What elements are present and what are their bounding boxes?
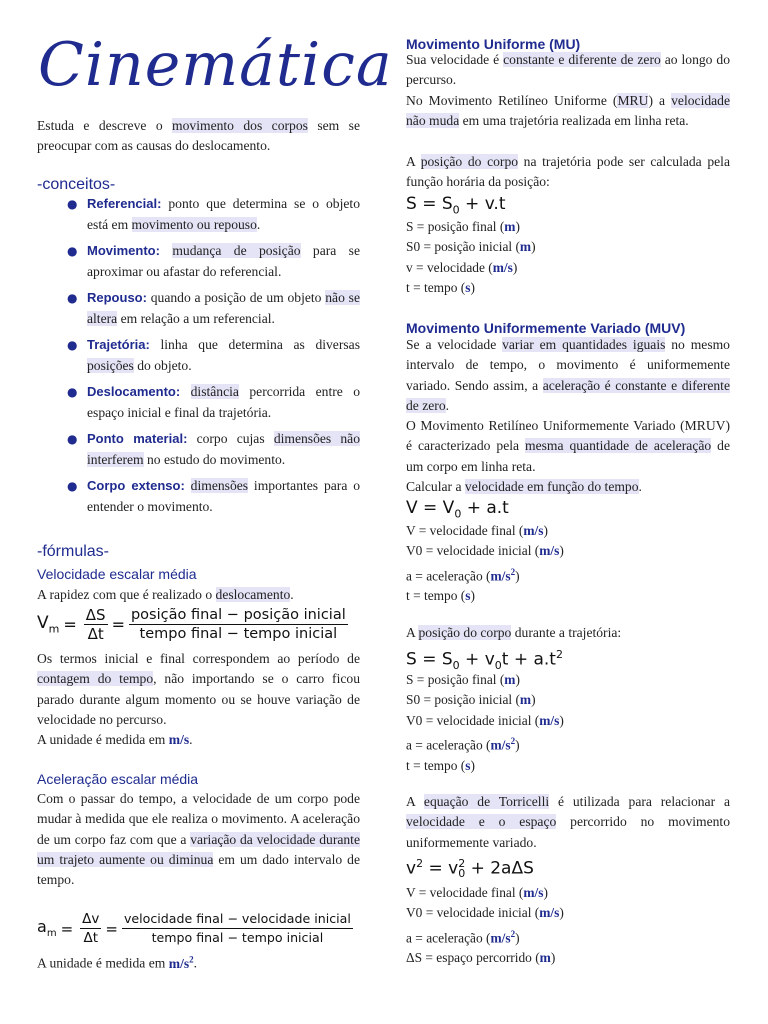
acceleration-fraction-long — [122, 910, 353, 947]
concept-item — [37, 194, 360, 235]
bullet-icon: ● — [67, 432, 78, 446]
muv-p5-text-2: é utilizada para relacionar a — [549, 794, 730, 809]
acceleration-unit-end: . — [193, 955, 198, 971]
concept-term: Deslocamento: — [87, 384, 181, 399]
concept-term: Ponto material: — [87, 431, 188, 446]
mu-p3-highlight: posição do corpo — [420, 154, 519, 169]
muv-f2-part-a: S = S — [406, 649, 453, 670]
torricelli-sup-b: 2 — [458, 856, 466, 870]
definition-close: ) — [512, 259, 518, 275]
equals-sign: = — [60, 919, 74, 938]
equals-sign: = — [105, 919, 118, 938]
muv-f2-part-b: + v — [459, 649, 495, 670]
concept-text-end: . — [256, 216, 261, 232]
definition-close: ) — [515, 737, 520, 753]
mu-p3-text: A — [406, 154, 421, 169]
concept-text-end: em relação a um referencial. — [117, 310, 275, 326]
velocity-formula-lhs — [37, 613, 59, 635]
definition-close: ) — [559, 543, 564, 559]
definition-unit: m — [539, 950, 551, 966]
definition-line — [406, 883, 730, 903]
definition-line — [406, 521, 730, 541]
acceleration-heading: Aceleração escalar média — [37, 771, 199, 787]
mu-paragraph-2 — [406, 91, 730, 132]
acceleration-unit-sup: 2 — [189, 954, 194, 964]
definition-line — [406, 690, 730, 710]
definition-unit-sup: 2 — [510, 566, 516, 577]
definition-text: S0 = posição inicial ( — [406, 239, 520, 255]
velocity-num-long: posição final − posição inicial — [130, 607, 346, 623]
muv-f1-sub: 0 — [454, 507, 462, 521]
torricelli-part-b: = v — [423, 858, 459, 879]
mu-p1-highlight: constante e diferente de zero — [503, 52, 661, 67]
muv-p1-text: Se a velocidade — [406, 337, 503, 352]
muv-heading: Movimento Uniformemente Variado (MUV) — [406, 320, 686, 336]
concept-item — [37, 476, 360, 517]
definition-text: V = velocidade final ( — [406, 885, 524, 900]
definition-text: V0 = velocidade inicial ( — [406, 905, 540, 921]
concept-text-end: importantes para o entender o movimento. — [87, 478, 361, 514]
velocity-den-long: tempo final − tempo inicial — [139, 626, 338, 642]
concept-term: Referencial: — [87, 196, 162, 211]
definition-unit: m — [519, 692, 532, 708]
definition-line — [406, 541, 730, 561]
concept-text-end: percorrida entre o espaço inicial e final da trajetória. — [87, 384, 360, 420]
concept-text-end: para se aproximar ou afastar do referencial. — [87, 243, 361, 279]
concepts-heading: -conceitos- — [37, 176, 116, 193]
concept-highlight: dimensões — [190, 478, 249, 493]
definition-text: ΔS = espaço percorrido ( — [406, 950, 540, 966]
velocity-num-short: ΔS — [85, 606, 106, 624]
concept-text: quando a posição de um objeto — [146, 290, 326, 305]
acceleration-den-long: tempo final − tempo inicial — [151, 930, 324, 945]
velocity-intro — [37, 585, 360, 605]
muv-paragraph-4 — [406, 623, 730, 643]
definition-close: ) — [531, 692, 536, 708]
muv-p5-highlight-1: equação de Torricelli — [423, 794, 550, 809]
definition-unit: m/s — [490, 930, 511, 946]
definition-text: t = tempo ( — [406, 757, 466, 773]
formulas-heading: -fórmulas- — [37, 543, 110, 560]
definition-close: ) — [531, 239, 536, 255]
mu-p1-end: ao longo do percurso. — [406, 52, 730, 88]
torricelli-part-c: + 2aΔS — [465, 858, 534, 879]
mu-p1-text: Sua velocidade é — [406, 52, 504, 67]
muv-f1-part-b: + a.t — [461, 498, 509, 518]
muv-p3-text: Calcular a — [406, 479, 465, 494]
concept-term: Trajetória: — [87, 337, 150, 352]
velocity-unit-line — [37, 730, 360, 750]
torricelli-sub-b: 0 — [458, 866, 466, 880]
torricelli-part-a: v — [406, 858, 417, 879]
velocity-fraction-long — [129, 606, 348, 643]
velocity-heading: Velocidade escalar média — [37, 566, 197, 582]
intro-paragraph — [37, 116, 360, 157]
concept-term: Corpo extenso: — [87, 478, 185, 493]
definition-unit: m/s — [492, 259, 513, 275]
velocity-expl-end: , não importando se o carro ficou parado durante algum momento ou se houve variação de velocidade no percurso. — [37, 671, 360, 727]
bullet-icon: ● — [67, 479, 78, 493]
concept-text-end: do objeto. — [133, 357, 192, 373]
muv-paragraph-1 — [406, 335, 730, 416]
acceleration-highlight: variação da velocidade durante um trajeto aumente ou diminua — [37, 831, 360, 867]
bullet-icon: ● — [67, 244, 78, 258]
mu-formula-part-b: + v.t — [459, 194, 506, 214]
acceleration-formula — [37, 910, 356, 947]
definition-unit: m — [504, 672, 516, 687]
velocity-intro-text: A rapidez com que é realizado o — [37, 587, 216, 602]
page-title: Cinemática — [38, 30, 393, 100]
muv-velocity-definitions — [406, 521, 730, 607]
muv-p5-text: A — [406, 794, 424, 809]
muv-p5-end: percorrido no movimento uniformemente variado. — [406, 814, 730, 850]
intro-highlight: movimento dos corpos — [172, 118, 308, 133]
velocity-expl-highlight: contagem do tempo — [37, 671, 154, 687]
velocity-intro-highlight: deslocamento — [215, 587, 291, 602]
concept-item — [37, 241, 360, 282]
definition-line — [406, 586, 730, 606]
definition-text: t = tempo ( — [406, 588, 466, 604]
concept-highlight: posições — [87, 357, 134, 373]
mu-p2-highlight-2: velocidade não muda — [406, 93, 731, 129]
muv-f2-sub-a: 0 — [452, 659, 460, 673]
velocity-unit: m/s — [168, 732, 190, 747]
velocity-lhs-symbol: V — [37, 613, 49, 634]
concept-text: corpo cujas — [187, 431, 274, 446]
definition-line — [406, 278, 730, 298]
muv-f2-sup: 2 — [555, 648, 563, 661]
definition-text: V0 = velocidade inicial ( — [406, 543, 540, 559]
definition-line — [406, 237, 730, 257]
concept-item — [37, 335, 360, 376]
mu-paragraph-1 — [406, 50, 730, 91]
definition-unit: m/s — [539, 905, 560, 921]
definition-close: ) — [543, 523, 548, 538]
acceleration-text: Com o passar do tempo, a velocidade de um corpo pode mudar à medida que ele realiza o movimento. A aceleração de um corpo faz com que a — [37, 791, 360, 847]
definition-text: S0 = posição inicial ( — [406, 692, 520, 708]
torricelli-definitions — [406, 883, 730, 969]
concept-text: ponto que determina se o objeto está em — [87, 196, 360, 232]
definition-line — [406, 258, 730, 278]
definition-text: t = tempo ( — [406, 279, 466, 295]
velocity-lhs-sub: m — [48, 622, 60, 636]
concept-item — [37, 382, 360, 423]
definition-close: ) — [515, 930, 520, 946]
definition-close: ) — [543, 885, 548, 900]
concept-term: Repouso: — [87, 290, 147, 305]
acceleration-num-short: Δv — [82, 911, 100, 927]
acceleration-unit-text: A unidade é medida em — [37, 955, 169, 971]
acceleration-unit — [169, 956, 194, 971]
definition-unit-sup: 2 — [510, 928, 516, 939]
definition-unit: m/s — [523, 523, 544, 538]
muv-p5-highlight-2: velocidade e o espaço — [406, 814, 557, 830]
definition-unit: m/s — [490, 737, 511, 753]
definition-line — [406, 731, 730, 756]
definition-unit: m/s — [490, 568, 511, 584]
definition-close: ) — [559, 712, 564, 728]
acceleration-num-long: velocidade final − velocidade inicial — [122, 910, 353, 929]
muv-position-formula — [406, 648, 563, 672]
definition-line — [406, 924, 730, 949]
definition-line — [406, 903, 730, 923]
concept-highlight: movimento ou repouso — [131, 216, 257, 232]
concept-text — [180, 384, 190, 399]
definition-line — [406, 756, 730, 776]
muv-p4-end: durante a trajetória: — [511, 625, 622, 640]
equals-sign: = — [111, 615, 125, 634]
muv-f1-part-a: V = V — [406, 498, 455, 518]
muv-f2-part-c: t + a.t — [501, 649, 556, 670]
intro-text: Estuda e descreve o — [37, 118, 173, 133]
muv-p3-highlight: velocidade em função do tempo — [464, 479, 639, 494]
concept-text — [185, 478, 191, 493]
muv-paragraph-3 — [406, 477, 730, 497]
concept-item — [37, 429, 360, 470]
definition-line — [406, 217, 730, 237]
definition-text: V = velocidade final ( — [406, 523, 524, 538]
definition-close: ) — [470, 279, 475, 295]
torricelli-formula — [406, 857, 534, 879]
concept-item — [37, 288, 360, 329]
acceleration-lhs-symbol: a — [37, 917, 47, 937]
mu-definitions — [406, 217, 730, 298]
concept-text-end: no estudo do movimento. — [143, 451, 286, 467]
definition-close: ) — [470, 588, 475, 604]
mu-p2-text: No Movimento Retilíneo Uniforme ( — [406, 93, 618, 108]
mu-paragraph-3 — [406, 152, 730, 193]
concept-text: linha que determina as diversas — [149, 337, 360, 352]
muv-p1-highlight-1: variar em quantidades iguais — [502, 337, 666, 352]
muv-paragraph-2 — [406, 416, 730, 477]
velocity-formula — [37, 606, 351, 643]
muv-p2-text: O Movimento Retilíneo Uniformemente Variado (MRUV) é caracterizado pela — [406, 418, 730, 454]
definition-close: ) — [515, 672, 520, 687]
definition-line — [406, 711, 730, 731]
muv-p1-highlight-2: aceleração é constante e diferente de zero — [406, 377, 730, 413]
concept-highlight: dimensões não interferem — [87, 431, 361, 467]
definition-unit-sup: 2 — [510, 735, 516, 746]
definition-line — [406, 670, 730, 690]
definition-text: V0 = velocidade inicial ( — [406, 712, 540, 728]
acceleration-fraction-short — [80, 910, 101, 947]
muv-velocity-formula — [406, 498, 509, 520]
definition-close: ) — [515, 568, 520, 584]
definition-unit: m — [504, 219, 516, 234]
mu-heading: Movimento Uniforme (MU) — [406, 36, 581, 52]
velocity-unit-end: . — [189, 732, 193, 747]
definition-close: ) — [515, 219, 520, 234]
intro-text-end: sem se preocupar com as causas do deslocamento. — [37, 118, 360, 154]
torricelli-sup-a: 2 — [416, 857, 424, 870]
mu-p2-text-2: ) a — [648, 93, 672, 108]
definition-text: S = posição final ( — [406, 219, 505, 234]
definition-unit: m/s — [539, 712, 560, 728]
muv-position-definitions — [406, 670, 730, 776]
muv-p4-highlight: posição do corpo — [418, 625, 512, 640]
velocity-fraction-short — [84, 606, 108, 643]
definition-text: a = aceleração ( — [406, 568, 491, 584]
bullet-icon: ● — [67, 385, 78, 399]
velocity-expl-text: Os termos inicial e final correspondem ao período de — [37, 651, 360, 666]
acceleration-lhs-sub: m — [46, 928, 57, 940]
definition-unit: s — [465, 279, 471, 295]
definition-unit: m/s — [523, 885, 544, 900]
definition-line — [406, 562, 730, 587]
muv-p1-end: . — [445, 397, 450, 413]
velocity-den-short: Δt — [87, 625, 104, 643]
velocity-unit-text: A unidade é medida em — [37, 732, 169, 747]
mu-formula-sub: 0 — [452, 203, 460, 217]
equals-sign: = — [63, 615, 77, 634]
muv-p2-end: de um corpo em linha reta. — [406, 438, 730, 474]
acceleration-paragraph — [37, 789, 360, 890]
muv-f2-sub-b: 0 — [494, 659, 502, 673]
definition-unit: m — [519, 239, 532, 255]
bullet-icon: ● — [67, 291, 78, 305]
velocity-intro-end: . — [290, 587, 294, 602]
acceleration-formula-lhs — [37, 917, 57, 939]
acceleration-unit-line — [37, 949, 360, 974]
velocity-explanation — [37, 649, 360, 730]
concept-highlight: não se altera — [87, 290, 360, 326]
definition-text: a = aceleração ( — [406, 930, 491, 946]
concept-text — [160, 243, 172, 258]
muv-p4-text: A — [406, 625, 419, 640]
concept-term: Movimento: — [87, 243, 160, 258]
definition-close: ) — [559, 905, 564, 921]
mu-formula — [406, 194, 506, 216]
mu-p3-end: na trajetória pode ser calculada pela função horária da posição: — [406, 154, 730, 190]
muv-p3-end: . — [638, 479, 642, 494]
muv-paragraph-5 — [406, 792, 730, 853]
definition-close: ) — [550, 950, 556, 966]
muv-p2-highlight: mesma quantidade de aceleração — [525, 438, 712, 454]
definition-unit: m/s — [539, 543, 560, 559]
concept-highlight: distância — [190, 384, 239, 399]
acceleration-text-end: em um dado intervalo de tempo. — [37, 851, 360, 888]
definition-close: ) — [470, 757, 475, 773]
acceleration-den-short: Δt — [83, 930, 99, 946]
definition-line — [406, 948, 730, 968]
concept-highlight: mudança de posição — [172, 243, 301, 258]
mu-formula-part-a: S = S — [406, 194, 453, 214]
definition-unit: s — [465, 757, 471, 773]
mu-p2-highlight-1: MRU — [617, 93, 649, 108]
definition-unit: s — [465, 588, 471, 604]
bullet-icon: ● — [67, 197, 78, 211]
bullet-icon: ● — [67, 338, 78, 352]
muv-p1-text-2: no mesmo intervalo de tempo, o movimento é uniformemente variado. Sendo assim, a — [406, 337, 730, 393]
acceleration-unit-base: m/s — [168, 955, 190, 971]
mu-p2-end: em uma trajetória realizada em linha reta. — [459, 113, 689, 129]
definition-text: v = velocidade ( — [406, 259, 493, 275]
definition-text: a = aceleração ( — [406, 737, 491, 753]
definition-text: S = posição final ( — [406, 672, 505, 687]
concepts-list — [37, 194, 360, 523]
